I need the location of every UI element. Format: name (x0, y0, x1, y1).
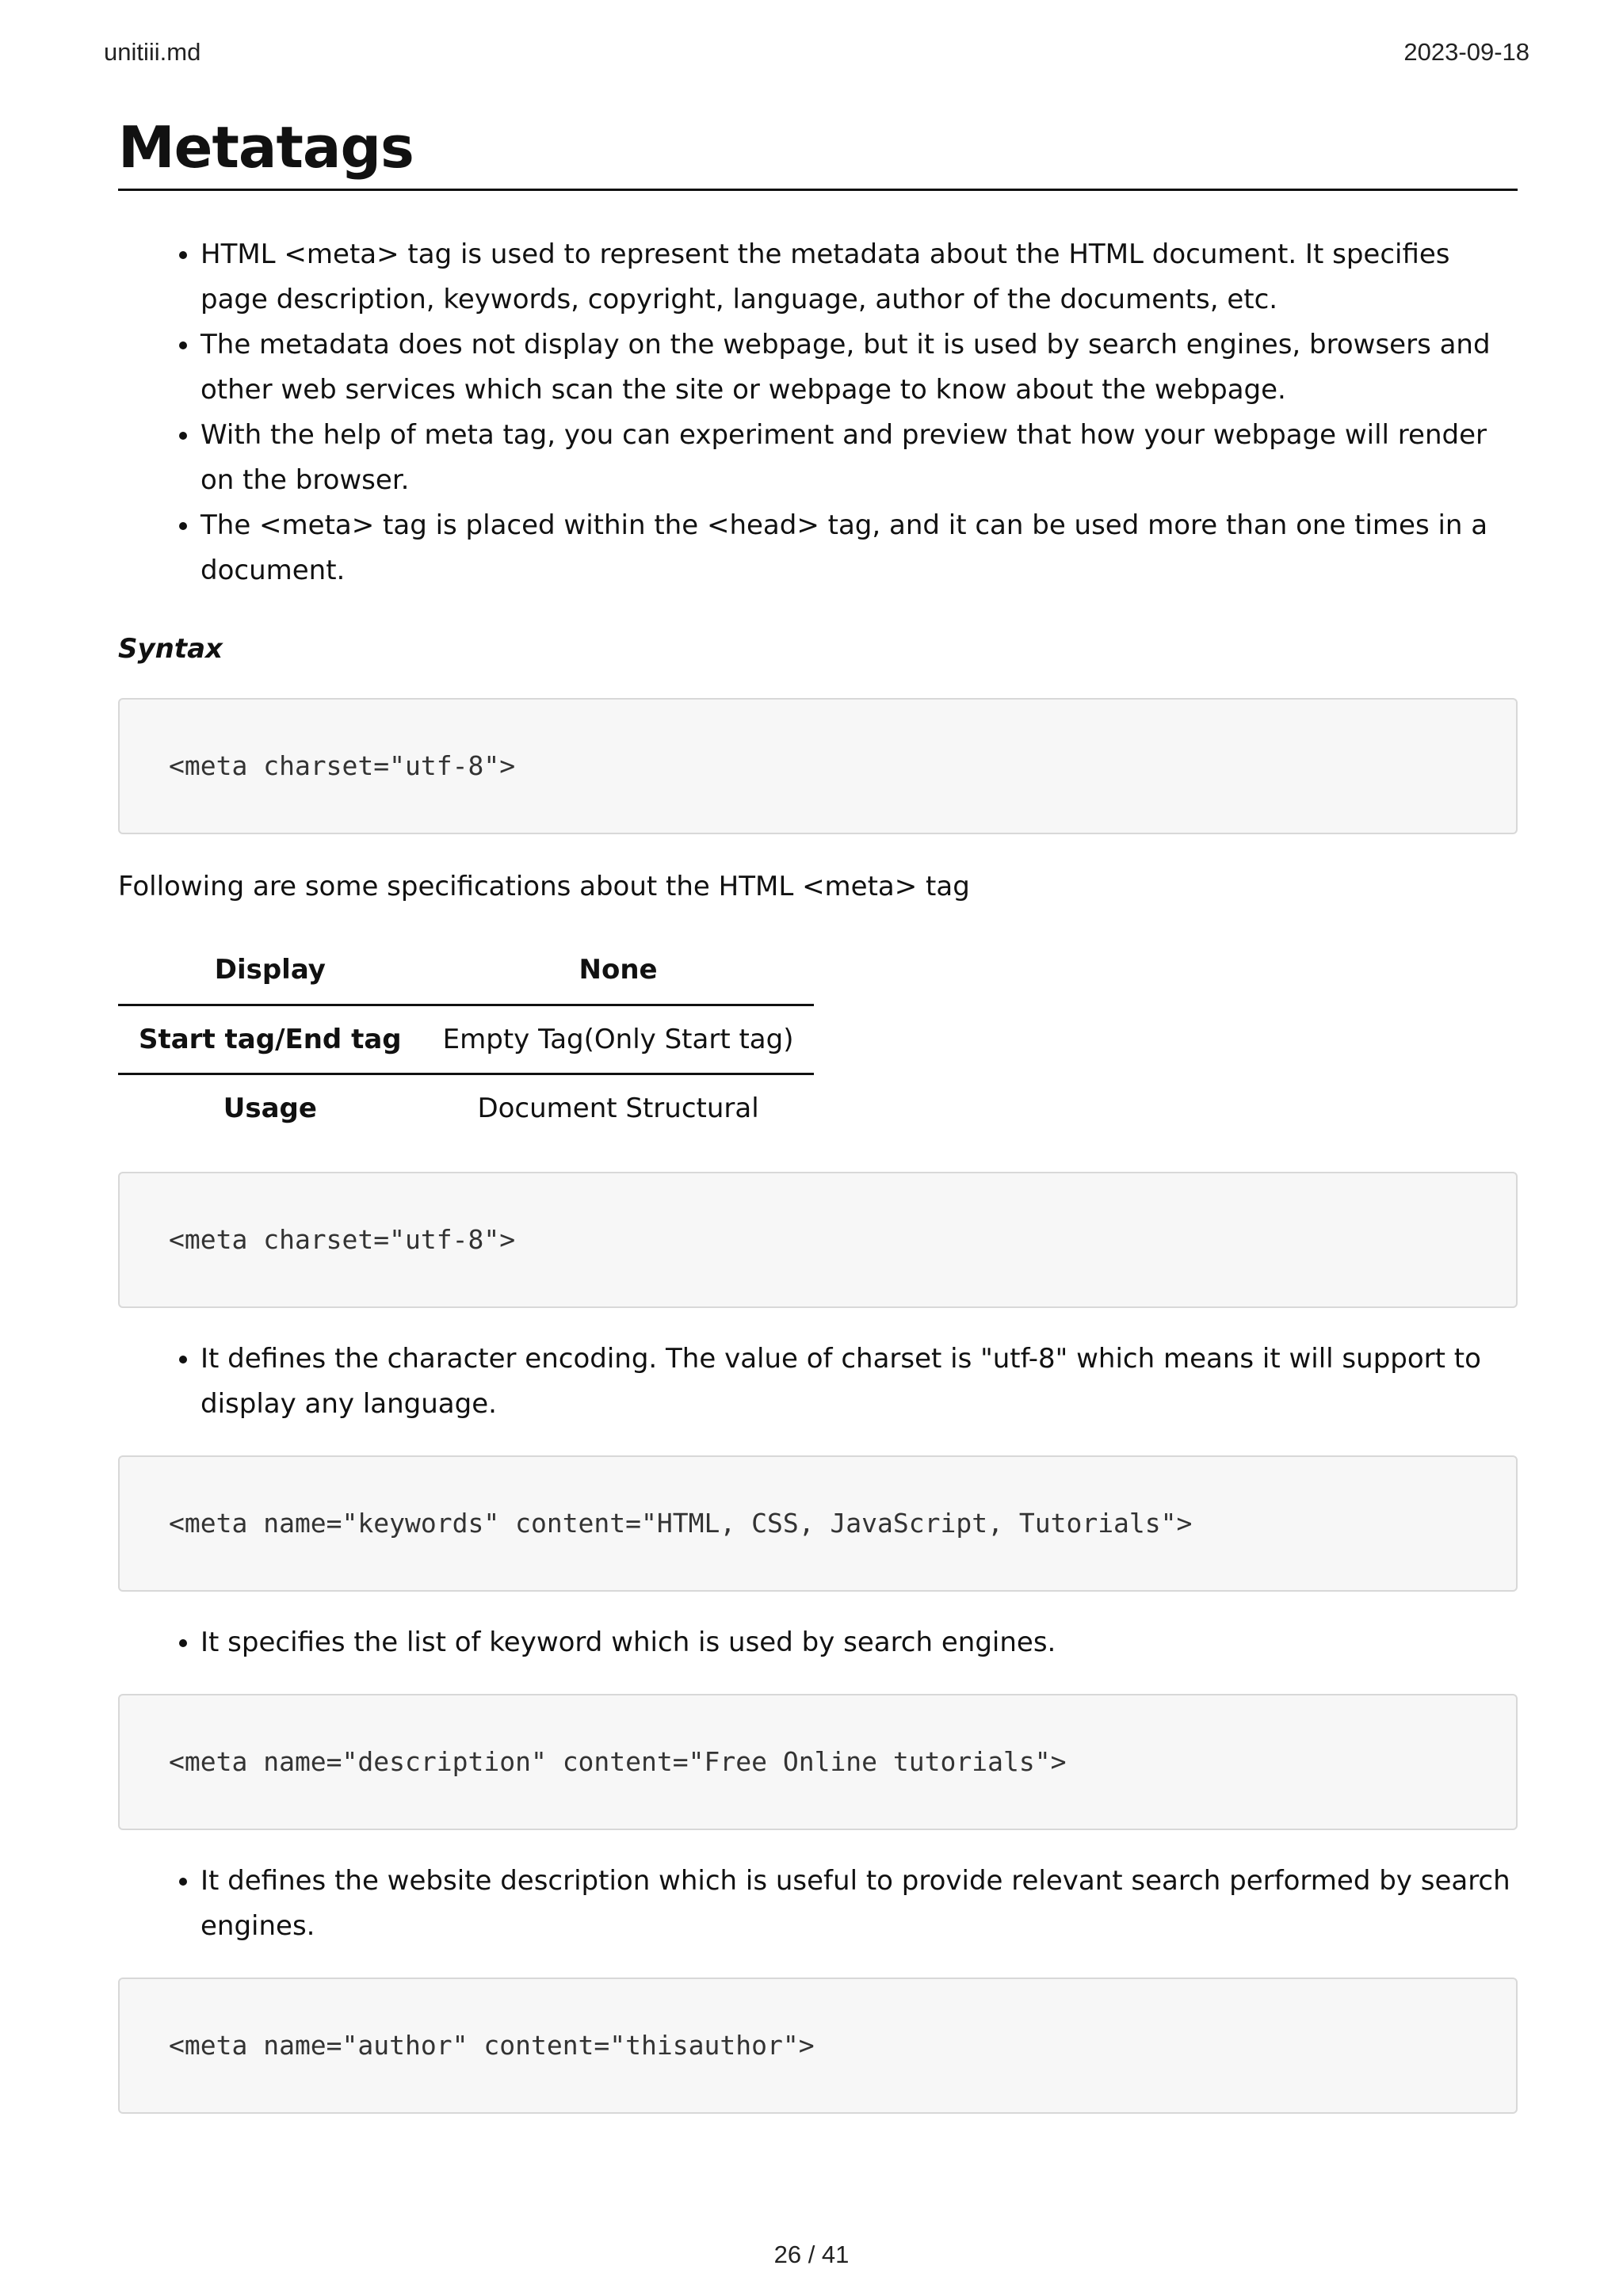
intro-bullet-list (118, 232, 1518, 593)
syntax-heading: Syntax (118, 632, 223, 665)
spec-table (118, 936, 814, 1142)
code-block-charset: <meta charset="utf-8"> (118, 1172, 1518, 1308)
code-block-author: <meta name="author" content="thisauthor"> (118, 1978, 1518, 2114)
list-item: • HTML <meta> tag is used to represent the metadata about the HTML document. It specifies page description, keywords, copyright, language, author of the documents, etc. (200, 232, 1518, 322)
charset-bullet-list (118, 1337, 1518, 1427)
code-block-description: <meta name="description" content="Free Online tutorials"> (118, 1694, 1518, 1830)
table-row (118, 1074, 814, 1142)
table-header-row (118, 936, 814, 1005)
list-item: • It specifies the list of keyword which is used by search engines. (200, 1620, 1518, 1665)
description-bullet-list (118, 1859, 1518, 1949)
page-title: Metatags (118, 115, 1518, 191)
table-row-label: Usage (223, 1092, 317, 1124)
list-item: • It defines the character encoding. The value of charset is "utf-8" which means it will support to display any language. (200, 1337, 1518, 1427)
list-item: • The metadata does not display on the webpage, but it is used by search engines, browsers and other web services which scan the site or webpage to know about the webpage. (200, 322, 1518, 413)
document-filename: unitiii.md (104, 38, 201, 66)
table-cell: Document Structural (477, 1092, 759, 1124)
document-content (118, 115, 1518, 2114)
table-row-label: Start tag/End tag (118, 1005, 422, 1074)
spec-intro-paragraph: Following are some specifications about the HTML <meta> tag (118, 870, 970, 902)
page-header (104, 38, 1529, 67)
syntax-code-block: <meta charset="utf-8"> (118, 698, 1518, 834)
table-cell: Empty Tag(Only Start tag) (422, 1005, 815, 1074)
list-item: • It defines the website description which is useful to provide relevant search performed by search engines. (200, 1859, 1518, 1949)
list-item: • With the help of meta tag, you can experiment and preview that how your webpage will render on the browser. (200, 413, 1518, 503)
document-date: 2023-09-18 (1403, 38, 1529, 66)
table-header-cell: Display (118, 936, 422, 1005)
page-number: 26 / 41 (773, 2241, 850, 2268)
table-row (118, 1005, 814, 1074)
table-header-cell: None (422, 936, 815, 1005)
list-item: • The <meta> tag is placed within the <head> tag, and it can be used more than one times in a document. (200, 503, 1518, 593)
code-block-keywords: <meta name="keywords" content="HTML, CSS, JavaScript, Tutorials"> (118, 1455, 1518, 1592)
keywords-bullet-list (118, 1620, 1518, 1665)
